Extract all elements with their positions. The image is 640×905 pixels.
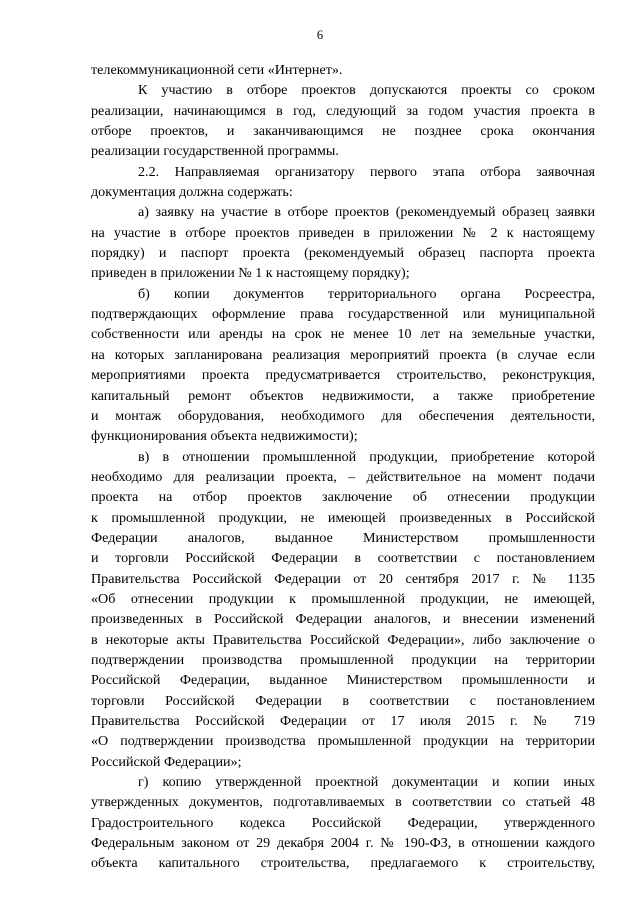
page-number: 6 — [316, 28, 324, 42]
text-line: телекоммуникационной сети «Интернет». — [91, 62, 343, 78]
text-line: приведен в приложении № 1 к настоящему порядку); — [91, 265, 410, 282]
text-line: а) заявку на участие в отборе проектов (рекомендуемый образец заявки — [138, 204, 595, 221]
text-line: собственности или аренды на срок не менее 10 лет на земельные участки, — [91, 326, 595, 343]
text-line: б) копии документов территориального органа Росреестра, — [138, 285, 595, 302]
text-line: в) в отношении промышленной продукции, приобретение которой — [138, 448, 595, 465]
text-line: 2.2. Направляемая организатору первого этапа отбора заявочная — [138, 163, 595, 180]
text-line: документация должна содержать: — [91, 184, 293, 201]
text-line: и монтаж оборудования, необходимого для обеспечения деятельности, — [91, 407, 595, 424]
text-line: утвержденных документов, подготавливаемых в соответствии со статьей 48 — [91, 794, 595, 811]
text-line: Правительства Российской Федерации от 20 сентября 2017 г. № 1135 — [91, 570, 595, 587]
text-line: произведенных в Российской Федерации аналогов, и внесении изменений — [91, 611, 595, 628]
text-line: функционирования объекта недвижимости); — [91, 428, 358, 445]
text-line: необходимо для реализации проекта, – действительное на момент подачи — [91, 468, 595, 485]
text-line: подтверждении производства промышленной продукции на территории — [91, 651, 595, 668]
text-line: Федеральным законом от 29 декабря 2004 г. № 190-ФЗ, в отношении каждого — [91, 835, 595, 852]
text-line: в некоторые акты Правительства Российской Федерации», либо заключение о — [91, 631, 595, 648]
text-line: торговли Российской Федерации в соответствии с постановлением — [91, 692, 595, 709]
text-line: Российской Федерации, выданное Министерством промышленности и — [91, 672, 595, 689]
text-line: подтверждающих оформление права государственной или муниципальной — [91, 306, 595, 323]
text-line: проекта на отбор проектов заключение об отнесении продукции — [91, 489, 595, 506]
text-line: на которых запланирована реализация мероприятий проекта (в случае если — [91, 346, 595, 363]
text-line: к промышленной продукции, не имеющей произведенных в Российской — [91, 509, 595, 526]
text-line: порядку) и паспорт проекта (рекомендуемый образец паспорта проекта — [91, 245, 595, 262]
text-line: на участие в отборе проектов приведен в приложении № 2 к настоящему — [91, 224, 595, 241]
text-line: и торговли Российской Федерации в соответствии с постановлением — [91, 550, 595, 567]
text-line: Правительства Российской Федерации от 17 июля 2015 г. № 719 — [91, 713, 595, 729]
text-line: объекта капитального строительства, предлагаемого к строительству, — [91, 855, 595, 872]
text-line: г) копию утвержденной проектной документации и копии иных — [138, 774, 595, 791]
text-line: реализации государственной программы. — [91, 143, 339, 160]
text-line: «О подтверждении производства промышленной продукции на территории — [91, 733, 595, 750]
text-line: реализации, начинающимся в год, следующий за годом участия проекта в — [91, 102, 595, 119]
text-line: отборе проектов, и заканчивающимся не позднее срока окончания — [91, 123, 595, 140]
text-line: Российской Федерации»; — [91, 753, 242, 770]
text-line: «Об отнесении продукции к промышленной продукции, не имеющей, — [91, 590, 595, 607]
text-line: капитальный ремонт объектов недвижимости, а также приобретение — [91, 387, 595, 404]
document-body — [91, 60, 595, 874]
text-line: К участию в отборе проектов допускаются проекты со сроком — [138, 82, 595, 99]
text-line: Федерации аналогов, выданное Министерством промышленности — [91, 529, 595, 546]
text-line: мероприятиями проекта предусматривается строительство, реконструкция, — [91, 367, 595, 384]
text-line: Градостроительного кодекса Российской Федерации, утвержденного — [91, 814, 595, 831]
